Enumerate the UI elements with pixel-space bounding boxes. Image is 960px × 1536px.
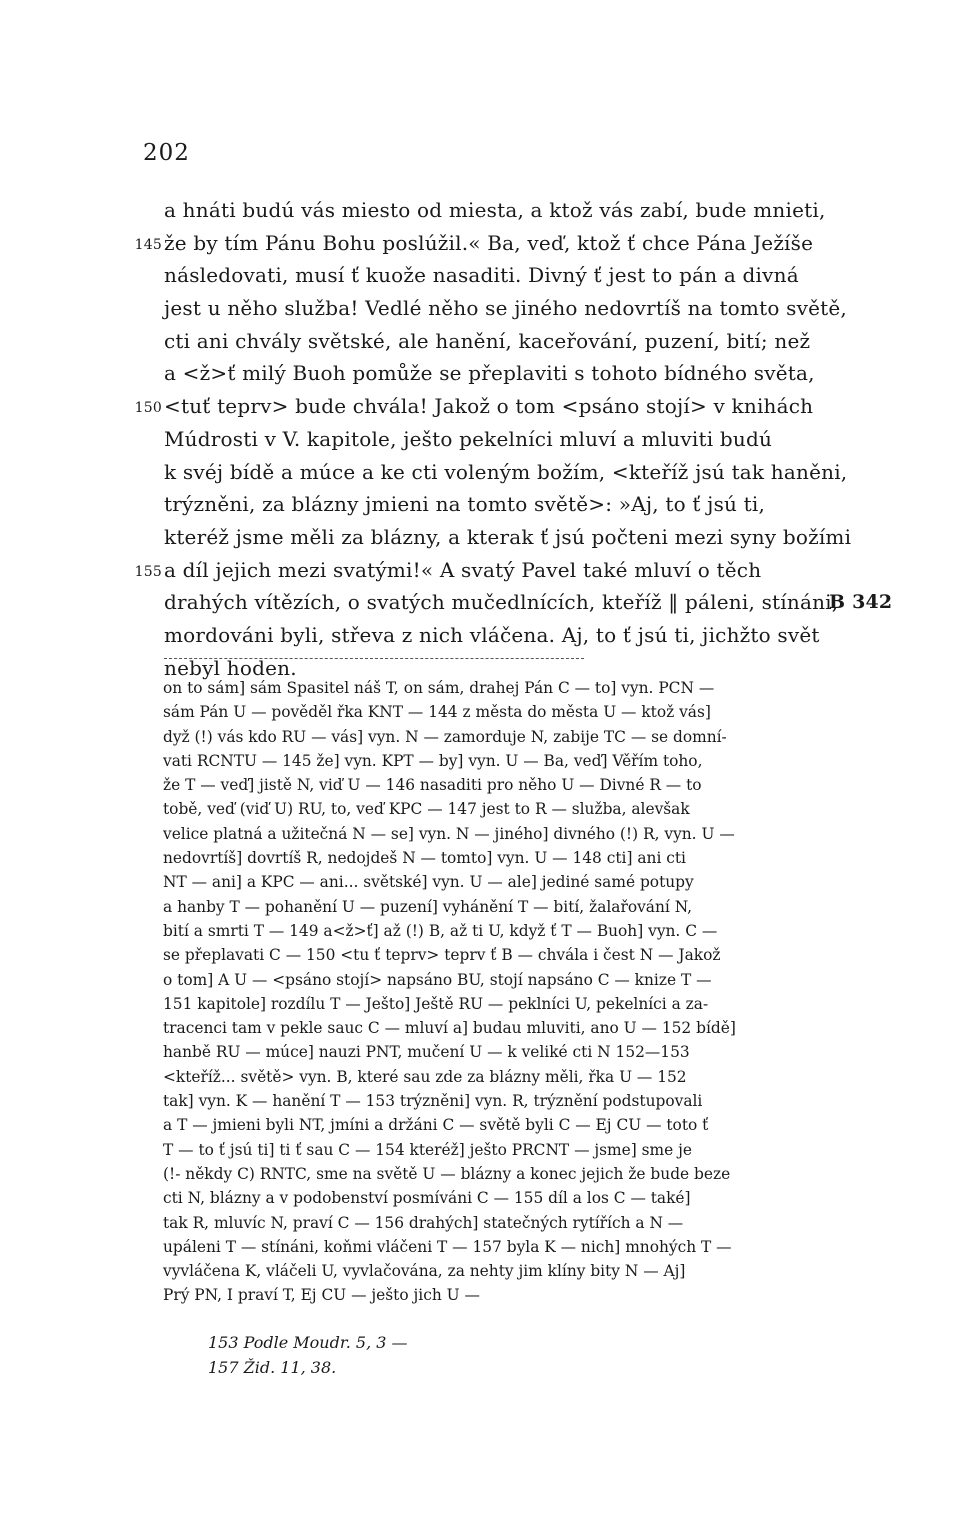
apparatus-line: tobě, veď (viď U) RU, to, veď KPC — 147 jest to R — služba, alevšak	[163, 800, 690, 819]
text-line	[134, 554, 824, 587]
text-line	[164, 456, 848, 489]
apparatus-line: dyž (!) vás kdo RU — vás] vyn. N — zamorduje N, zabije TC — se domní-	[163, 727, 727, 746]
line-text: k svéj bídě a múce a ke cti voleným božím, <kteříž jsú tak haněni,	[164, 459, 848, 484]
text-line	[164, 521, 852, 554]
line-text: drahých vítězích, o svatých mučedlnících, kteříž ‖ páleni, stínáni,	[164, 590, 839, 615]
apparatus-line: tracenci tam v pekle sauc C — mluví a] budau mluviti, ano U — 152 bídě]	[163, 1019, 736, 1038]
apparatus-line: a T — jmieni byli NT, jmíni a držáni C — světě byli C — Ej CU — toto ť	[163, 1116, 709, 1135]
apparatus-line: tak] vyn. K — hanění T — 153 trýzněni] vyn. R, trýznění podstupovali	[163, 1092, 703, 1111]
line-text: že by tím Pánu Bohu poslúžil.« Ba, veď, ktož ť chce Pána Ježíše	[164, 230, 814, 255]
apparatus-line: nedovrtíš] dovrtíš R, nedojdeš N — tomto] vyn. U — 148 cti] ani cti	[163, 849, 686, 868]
apparatus-line: T — to ť jsú ti] ti ť sau C — 154 kteréž] ješto PRCNT — jsme] sme je	[163, 1140, 692, 1159]
line-text: trýzněni, za blázny jmieni na tomto světě>: »Aj, to ť jsú ti,	[164, 492, 766, 517]
apparatus-separator	[164, 658, 584, 659]
line-text: nebyl hoden.	[164, 655, 297, 680]
critical-apparatus	[163, 676, 823, 1308]
apparatus-line: NT — ani] a KPC — ani... světské] vyn. U — ale] jediné samé potupy	[163, 873, 694, 892]
apparatus-line: (!- někdy C) RNTC, sme na světě U — blázny a konec jejich že bude beze	[163, 1164, 731, 1183]
apparatus-line: Prý PN, I praví T, Ej CU — ješto jich U —	[163, 1286, 480, 1305]
apparatus-line: upáleni T — stínáni, koňmi vláčeni T — 157 byla K — nich] mnohých T —	[163, 1237, 732, 1256]
apparatus-line: bití a smrti T — 149 a<ž>ť] až (!) B, až ti U, když ť T — Buoh] vyn. C —	[163, 921, 718, 940]
page-number: 202	[143, 140, 190, 166]
line-text: následovati, musí ť kuože nasaditi. Divný ť jest to pán a divná	[164, 263, 799, 288]
apparatus-line: 151 kapitole] rozdílu T — Ješto] Ještě RU — peklníci U, pekelníci a za-	[163, 994, 709, 1013]
line-text: a <ž>ť milý Buoh pomůže se přeplaviti s tohoto bídného světa,	[164, 361, 815, 386]
apparatus-line: <kteříž... světě> vyn. B, které sau zde za blázny měli, řka U — 152	[163, 1067, 687, 1086]
text-line	[164, 586, 893, 619]
apparatus-line: že T — veď] jistě N, viď U — 146 nasaditi pro něho U — Divné R — to	[163, 776, 702, 795]
text-line	[164, 194, 824, 227]
line-text: cti ani chvály světské, ale hanění, kaceřování, puzení, bití; než	[164, 328, 811, 353]
line-text: kteréž jsme měli za blázny, a kterak ť jsú počteni mezi syny božími	[164, 524, 852, 549]
line-number: 145	[134, 236, 162, 253]
apparatus-line: a hanby T — pohanění U — puzení] vyhánění T — bití, žalařování N,	[163, 897, 693, 916]
text-line	[134, 227, 824, 260]
source-line: 153 Podle Moudr. 5, 3 —	[208, 1333, 408, 1352]
text-line	[164, 292, 847, 325]
apparatus-line: on to sám] sám Spasitel náš T, on sám, drahej Pán C — to] vyn. PCN —	[163, 679, 715, 697]
line-text: <tuť teprv> bude chvála! Jakož o tom <psáno stojí> v knihách	[164, 394, 814, 419]
line-number: 150	[134, 400, 162, 417]
text-line	[164, 619, 824, 652]
line-text: Múdrosti v V. kapitole, ješto pekelníci mluví a mluviti budú	[164, 426, 773, 451]
line-text: mordováni byli, střeva z nich vláčena. Aj, to ť jsú ti, jichžto svět	[164, 622, 820, 647]
apparatus-line: velice platná a užitečná N — se] vyn. N — jiného] divného (!) R, vyn. U —	[163, 824, 735, 843]
line-text: a díl jejich mezi svatými!« A svatý Pavel také mluví o těch	[164, 557, 762, 582]
apparatus-line: o tom] A U — <psáno stojí> napsáno BU, stojí napsáno C — knize T —	[163, 970, 712, 989]
text-line	[164, 488, 824, 521]
text-line	[164, 325, 824, 358]
line-text: a hnáti budú vás miesto od miesta, a ktož vás zabí, bude mnieti,	[164, 198, 826, 222]
line-number: 155	[134, 563, 162, 580]
text-line	[164, 357, 824, 390]
main-text	[134, 194, 893, 684]
apparatus-line: hanbě RU — múce] nauzi PNT, mučení U — k veliké cti N 152—153	[163, 1043, 690, 1062]
source-references	[208, 1330, 408, 1380]
margin-page-reference: B 342	[829, 591, 893, 614]
apparatus-line: sám Pán U — pověděl řka KNT — 144 z města do města U — ktož vás]	[163, 703, 711, 722]
apparatus-line: vati RCNTU — 145 že] vyn. KPT — by] vyn. U — Ba, veď] Věřím toho,	[163, 751, 703, 770]
apparatus-line: tak R, mluvíc N, praví C — 156 drahých] statečných rytířích a N —	[163, 1213, 684, 1232]
text-line	[134, 390, 824, 423]
text-line	[164, 259, 824, 292]
apparatus-line: cti N, blázny a v podobenství posmíváni C — 155 díl a los C — také]	[163, 1189, 691, 1208]
line-text: jest u něho služba! Vedlé něho se jiného nedovrtíš na tomto světě,	[164, 296, 847, 321]
text-line	[164, 423, 824, 456]
apparatus-line: se přeplavati C — 150 <tu ť teprv> teprv ť B — chvála i čest N — Jakož	[163, 946, 721, 965]
apparatus-line: vyvláčena K, vláčeli U, vyvlačována, za nehty jim klíny bity N — Aj]	[163, 1262, 686, 1281]
source-line: 157 Žid. 11, 38.	[208, 1358, 337, 1377]
